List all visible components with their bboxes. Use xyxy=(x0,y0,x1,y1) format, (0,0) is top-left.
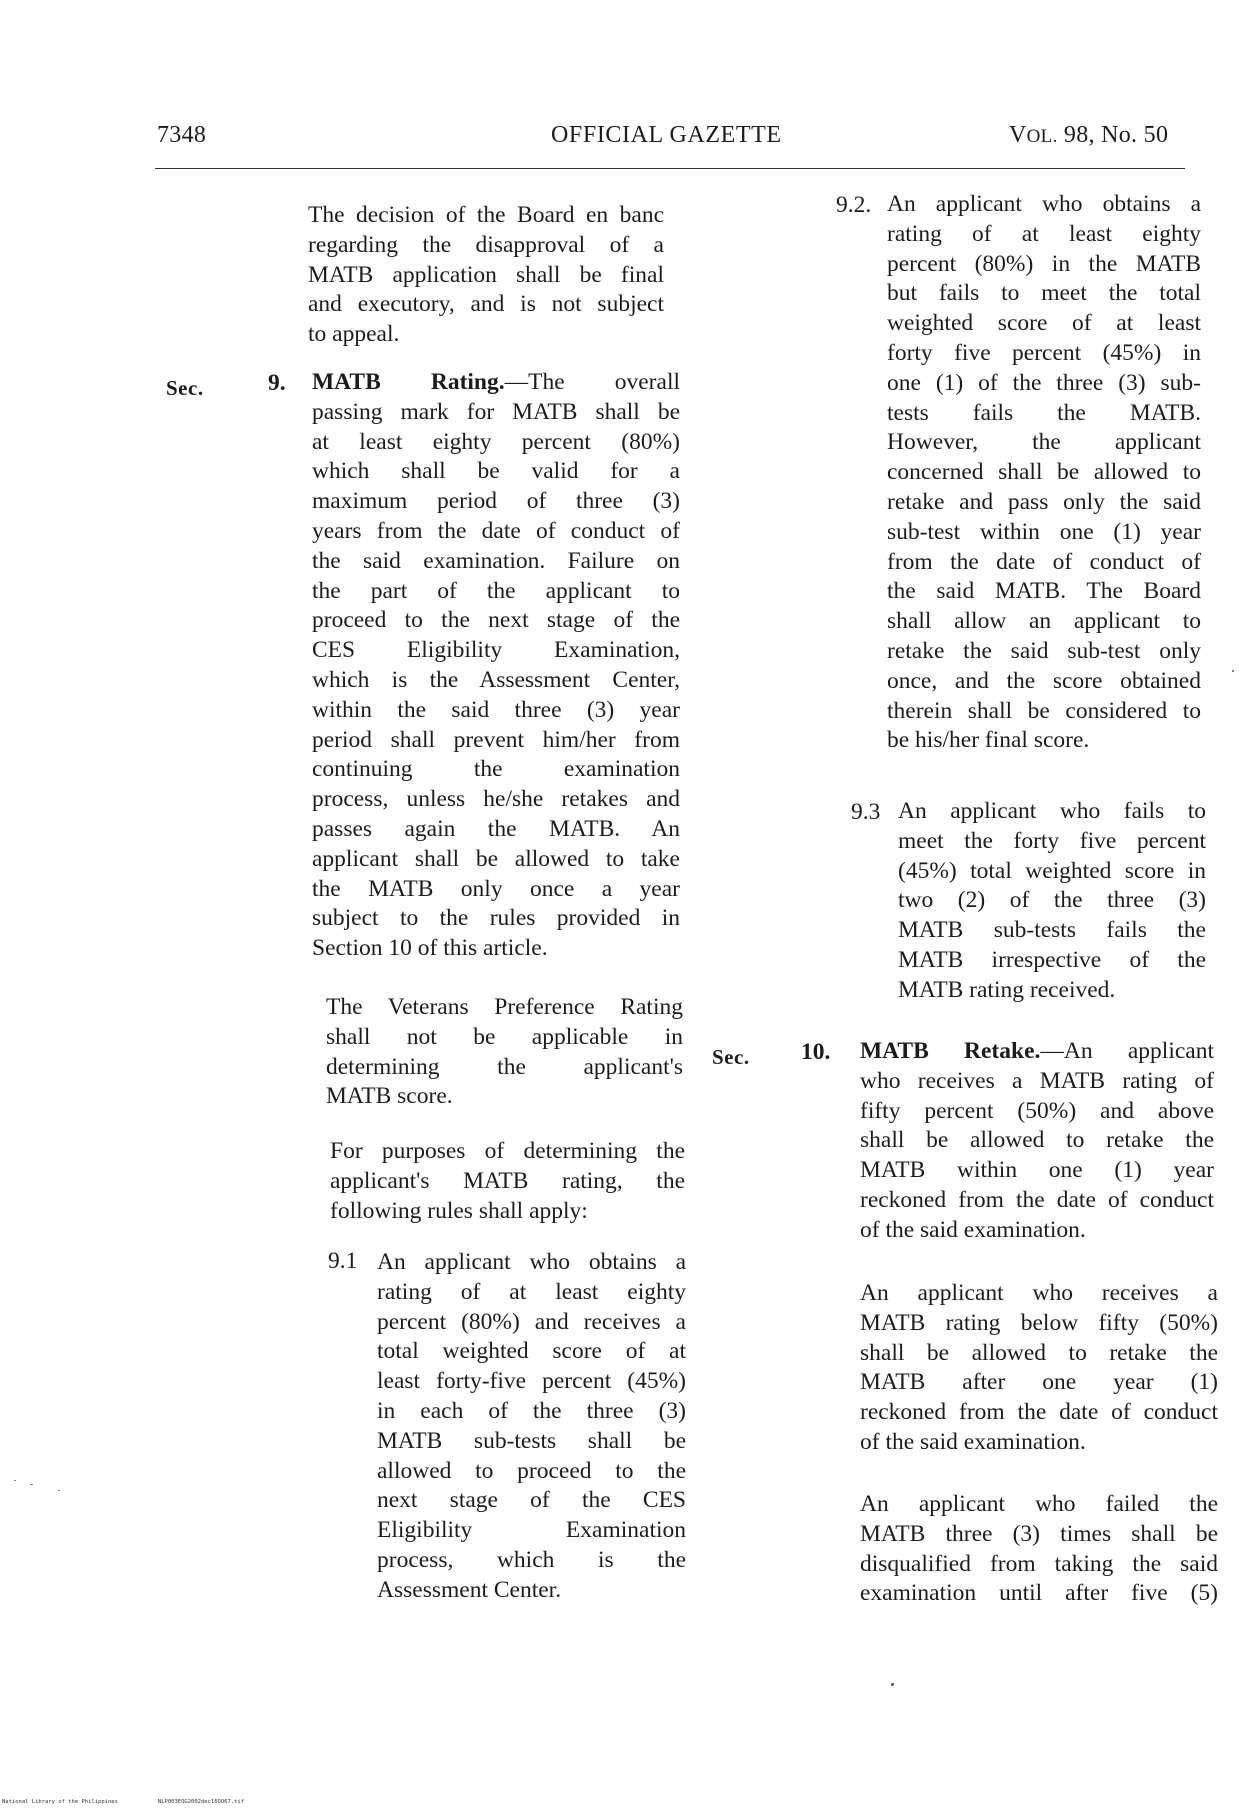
text-line: Section 10 of this article. xyxy=(312,935,548,962)
section-label: Sec. xyxy=(166,376,204,400)
text-line: one (1) of the three (3) sub- xyxy=(887,369,1201,396)
text-line: MATB within one (1) year xyxy=(860,1157,1214,1184)
text-line: (45%) total weighted score in xyxy=(898,857,1206,884)
text-line: The Veterans Preference Rating xyxy=(326,994,683,1020)
text-line: maximum period of three (3) xyxy=(312,488,680,515)
text-line: least forty-five percent (45%) xyxy=(377,1368,686,1395)
text-line: process, which is the xyxy=(377,1546,686,1573)
text-line: fifty percent (50%) and above xyxy=(860,1097,1214,1124)
text-line: determining the applicant's xyxy=(326,1053,683,1080)
section-9-body xyxy=(312,368,680,964)
text-line: tests fails the MATB. xyxy=(887,399,1201,426)
text-line: An applicant who obtains a xyxy=(377,1249,686,1275)
section-heading: MATB Rating. xyxy=(312,369,505,395)
text-line: of the said examination. xyxy=(860,1428,1086,1455)
text-line: percent (80%) in the MATB xyxy=(887,250,1201,277)
text-line: shall not be applicable in xyxy=(326,1023,683,1050)
text-line: rating of at least eighty xyxy=(887,220,1201,247)
scan-speck xyxy=(1232,670,1234,672)
text-line: next stage of the CES xyxy=(377,1487,686,1514)
text-line: which shall be valid for a xyxy=(312,458,680,485)
text-line: MATB rating received. xyxy=(898,976,1116,1003)
text-line: MATB application shall be final xyxy=(308,261,664,288)
text-line: An applicant who obtains a xyxy=(887,191,1201,217)
text-line: process, unless he/she retakes and xyxy=(312,786,680,813)
text-line: proceed to the next stage of the xyxy=(312,607,680,634)
purposes-paragraph xyxy=(330,1137,685,1226)
text-line: Assessment Center. xyxy=(377,1576,562,1603)
text-line: CES Eligibility Examination, xyxy=(312,637,680,664)
rule-number: 9.3 xyxy=(851,799,881,825)
text-line: total weighted score of at xyxy=(377,1338,686,1365)
scan-speck xyxy=(58,1490,60,1491)
text-line: in each of the three (3) xyxy=(377,1397,686,1424)
text-line: MATB sub-tests fails the xyxy=(898,917,1206,944)
text-line: be his/her final score. xyxy=(887,727,1090,754)
text-line: rating of at least eighty xyxy=(377,1278,686,1305)
text-line: reckoned from the date of conduct xyxy=(860,1399,1218,1426)
text-line: For purposes of determining the xyxy=(330,1138,685,1164)
text-line: of the said examination. xyxy=(860,1216,1086,1243)
text-line: meet the forty five percent xyxy=(898,827,1206,854)
text-line: two (2) of the three (3) xyxy=(898,887,1206,914)
text-line: disqualified from taking the said xyxy=(860,1550,1218,1577)
text-line: retake the said sub-test only xyxy=(887,637,1201,664)
section-heading-rest: —The overall xyxy=(504,369,680,395)
scan-footer xyxy=(2,1799,284,1805)
rule-9-2 xyxy=(887,190,1201,756)
text-line: MATB irrespective of the xyxy=(898,946,1206,973)
section-number: 9. xyxy=(268,370,286,396)
section-first-line xyxy=(860,1037,1214,1067)
retake-paragraph-2 xyxy=(860,1279,1218,1458)
text-line: retake and pass only the said xyxy=(887,488,1201,515)
intro-paragraph xyxy=(308,201,664,350)
section-label: Sec. xyxy=(712,1045,750,1069)
header-rule xyxy=(155,168,1185,169)
text-line: MATB three (3) times shall be xyxy=(860,1520,1218,1547)
text-line: examination until after five (5) xyxy=(860,1580,1218,1607)
text-line: period shall prevent him/her from xyxy=(312,726,680,753)
text-line: shall be allowed to retake the xyxy=(860,1339,1218,1366)
text-line: the said examination. Failure on xyxy=(312,547,680,574)
text-line: shall be allowed to retake the xyxy=(860,1127,1214,1154)
text-line: at least eighty percent (80%) xyxy=(312,428,680,455)
text-line: and executory, and is not subject xyxy=(308,291,664,318)
text-line: An applicant who receives a xyxy=(860,1280,1218,1306)
rule-9-3 xyxy=(898,797,1206,1006)
text-line: the MATB only once a year xyxy=(312,875,680,902)
section-10-body xyxy=(860,1037,1214,1246)
text-line: Eligibility Examination xyxy=(377,1517,686,1544)
page-number: 7348 xyxy=(157,122,207,148)
text-line: but fails to meet the total xyxy=(887,280,1201,307)
text-line: therein shall be considered to xyxy=(887,697,1201,724)
publication-title: OFFICIAL GAZETTE xyxy=(551,122,782,148)
text-line: weighted score of at least xyxy=(887,310,1201,337)
text-line: applicant shall be allowed to take xyxy=(312,845,680,872)
section-heading-rest: —An applicant xyxy=(1040,1038,1214,1064)
text-line: passing mark for MATB shall be xyxy=(312,398,680,425)
scan-speck xyxy=(14,1480,16,1481)
text-line: percent (80%) and receives a xyxy=(377,1308,686,1335)
text-line: allowed to proceed to the xyxy=(377,1457,686,1484)
volume-rest: 98, No. 50 xyxy=(1057,122,1169,148)
text-line: subject to the rules provided in xyxy=(312,905,680,932)
text-line: once, and the score obtained xyxy=(887,667,1201,694)
text-line: MATB score. xyxy=(326,1083,453,1110)
text-line: who receives a MATB rating of xyxy=(860,1067,1214,1094)
text-line: concerned shall be allowed to xyxy=(887,459,1201,486)
text-line: The decision of the Board en banc xyxy=(308,202,664,228)
text-line: MATB after one year (1) xyxy=(860,1369,1218,1396)
text-line: following rules shall apply: xyxy=(330,1197,588,1224)
text-line: applicant's MATB rating, the xyxy=(330,1167,685,1194)
text-line: However, the applicant xyxy=(887,429,1201,456)
rule-number: 9.1 xyxy=(328,1248,358,1274)
text-line: from the date of conduct of xyxy=(887,548,1201,575)
rule-number: 9.2. xyxy=(836,192,872,218)
text-line: to appeal. xyxy=(308,321,400,348)
section-number: 10. xyxy=(801,1039,831,1065)
volume-issue xyxy=(1009,122,1168,149)
section-first-line xyxy=(312,368,680,398)
text-line: years from the date of conduct of xyxy=(312,517,680,544)
retake-paragraph-3 xyxy=(860,1490,1218,1609)
text-line: which is the Assessment Center, xyxy=(312,666,680,693)
volume-prefix: V xyxy=(1009,122,1027,148)
text-line: sub-test within one (1) year xyxy=(887,518,1201,545)
text-line: MATB rating below fifty (50%) xyxy=(860,1309,1218,1336)
scan-speck xyxy=(30,1484,33,1485)
text-line: regarding the disapproval of a xyxy=(308,231,664,258)
veterans-paragraph xyxy=(326,993,683,1112)
text-line: reckoned from the date of conduct xyxy=(860,1186,1214,1213)
text-line: forty five percent (45%) in xyxy=(887,339,1201,366)
section-heading: MATB Retake. xyxy=(860,1038,1041,1064)
text-line: An applicant who fails to xyxy=(898,798,1206,824)
volume-smallcaps: OL. xyxy=(1026,126,1058,147)
scan-speck xyxy=(891,1683,894,1686)
text-line: continuing the examination xyxy=(312,756,680,783)
text-line: the said MATB. The Board xyxy=(887,578,1201,605)
library-credit: National Library of the Philippines xyxy=(2,1799,118,1805)
text-line: An applicant who failed the xyxy=(860,1491,1218,1517)
file-reference: NLP003EOG2002dec16OO67.tif xyxy=(157,1799,244,1805)
text-line: within the said three (3) year xyxy=(312,696,680,723)
text-line: the part of the applicant to xyxy=(312,577,680,604)
rule-9-1 xyxy=(377,1248,686,1606)
text-line: passes again the MATB. An xyxy=(312,815,680,842)
text-line: shall allow an applicant to xyxy=(887,608,1201,635)
text-line: MATB sub-tests shall be xyxy=(377,1427,686,1454)
